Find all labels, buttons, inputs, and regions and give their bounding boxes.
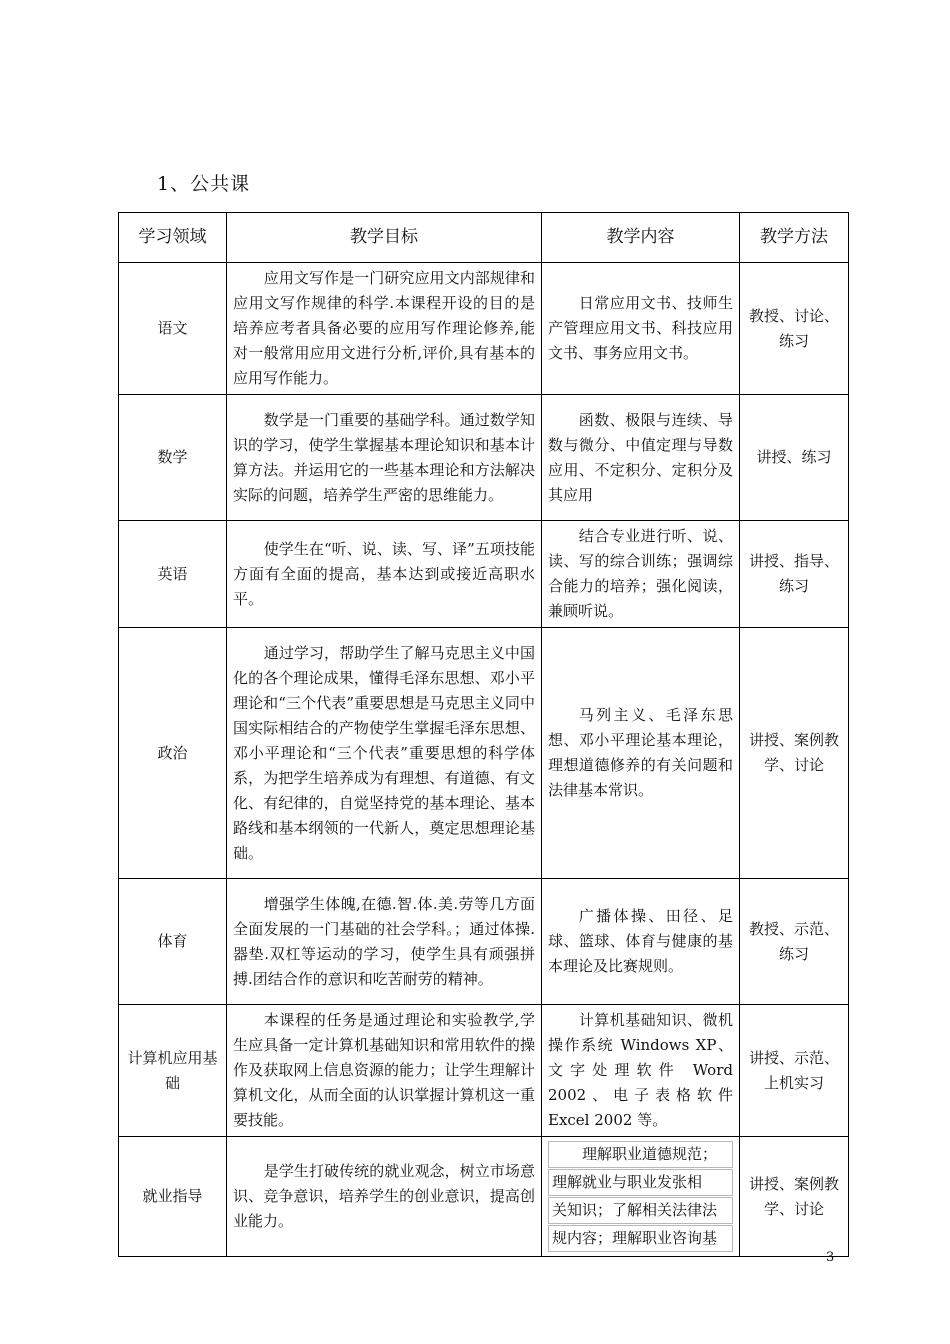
content-text: 广播体操、田径、足球、篮球、体育与健康的基本理论及比赛规则。 [548, 907, 733, 975]
header-learning-area: 学习领域 [119, 213, 227, 263]
cell-method: 讲授、示范、上机实习 [740, 1005, 849, 1137]
cell-content [542, 879, 740, 1005]
cell-method: 讲授、案例教学、讨论 [740, 628, 849, 879]
goal-text: 通过学习，帮助学生了解马克思主义中国化的各个理论成果，懂得毛泽东思想、邓小平理论和“三个代表”重要思想是马克思主义同中国实际相结合的产物使学生掌握毛泽东思想、邓小平理论和“三个代表”重要思想的科学体系，为把学生培养成为有理想、有道德、有文化、有纪律的，自觉坚持党的基本理论、基本路线和基本纲领的一代新人，奠定思想理论基础。 [233, 643, 535, 862]
content-line: 关知识；了解相关法律法 [548, 1197, 733, 1224]
cell-goal [227, 628, 542, 879]
page-number: 3 [826, 1250, 835, 1265]
goal-text: 本课程的任务是通过理论和实验教学,学生应具备一定计算机基础知识和常用软件的操作及获取网上信息资源的能力；让学生理解计算机文化，从而全面的认识掌握计算机这一重要技能。 [233, 1011, 535, 1129]
content-line: 规内容；理解职业咨询基 [548, 1225, 733, 1252]
content-text: 马列主义、毛泽东思想、邓小平理论基本理论，理想道德修养的有关问题和法律基本常识。 [548, 706, 733, 799]
goal-text: 是学生打破传统的就业观念，树立市场意识、竞争意识，培养学生的创业意识，提高创业能力。 [233, 1162, 535, 1230]
table-row [119, 1005, 849, 1137]
cell-method: 讲授、案例教学、讨论 [740, 1137, 849, 1257]
cell-area: 英语 [119, 521, 227, 628]
cell-content [542, 263, 740, 395]
cell-method: 教授、示范、练习 [740, 879, 849, 1005]
goal-text: 应用文写作是一门研究应用文内部规律和应用文写作规律的科学.本课程开设的目的是培养应考者具备必要的应用写作理论修养,能对一般常用应用文进行分析,评价,具有基本的应用写作能力。 [233, 269, 535, 387]
cell-content [542, 521, 740, 628]
table-row [119, 1137, 849, 1257]
header-teaching-goal: 教学目标 [227, 213, 542, 263]
cell-method: 讲授、指导、练习 [740, 521, 849, 628]
cell-area: 政治 [119, 628, 227, 879]
cell-content [542, 1137, 740, 1257]
table-row [119, 395, 849, 521]
cell-area: 体育 [119, 879, 227, 1005]
content-text: 函数、极限与连续、导数与微分、中值定理与导数应用、不定积分、定积分及其应用 [548, 410, 733, 504]
cell-method: 教授、讨论、练习 [740, 263, 849, 395]
goal-text: 使学生在“听、说、读、写、译”五项技能方面有全面的提高，基本达到或接近高职水平。 [233, 539, 535, 608]
cell-goal [227, 395, 542, 521]
table-row [119, 628, 849, 879]
header-teaching-method: 教学方法 [740, 213, 849, 263]
cell-goal [227, 521, 542, 628]
cell-goal [227, 263, 542, 395]
table-header-row [119, 213, 849, 263]
header-teaching-content: 教学内容 [542, 213, 740, 263]
content-boxed-lines [548, 1141, 733, 1252]
content-line: 理解就业与职业发张相 [548, 1169, 733, 1196]
cell-content [542, 628, 740, 879]
cell-area: 计算机应用基础 [119, 1005, 227, 1137]
cell-area: 数学 [119, 395, 227, 521]
cell-goal [227, 1137, 542, 1257]
cell-content [542, 1005, 740, 1137]
cell-goal [227, 879, 542, 1005]
cell-content [542, 395, 740, 521]
content-line: 理解职业道德规范； [548, 1141, 733, 1168]
content-text: 结合专业进行听、说、读、写的综合训练；强调综合能力的培养；强化阅读，兼顾听说。 [548, 527, 733, 620]
section-heading: 1、公共课 [157, 173, 251, 195]
curriculum-table [118, 212, 849, 1257]
table-row [119, 263, 849, 395]
cell-area: 语文 [119, 263, 227, 395]
goal-text: 数学是一门重要的基础学科。通过数学知识的学习，使学生掌握基本理论知识和基本计算方法。并运用它的一些基本理论和方法解决实际的问题，培养学生严密的思维能力。 [233, 410, 535, 504]
goal-text: 增强学生体魄,在德.智.体.美.劳等几方面全面发展的一门基础的社会学科。；通过体操.器垫.双杠等运动的学习，使学生具有顽强拼搏.团结合作的意识和吃苦耐劳的精神。 [233, 894, 535, 988]
cell-method: 讲授、练习 [740, 395, 849, 521]
cell-goal [227, 1005, 542, 1137]
cell-area: 就业指导 [119, 1137, 227, 1257]
table-row [119, 521, 849, 628]
content-text: 日常应用文书、技师生产管理应用文书、科技应用文书、事务应用文书。 [548, 294, 733, 362]
table-row [119, 879, 849, 1005]
content-text: 计算机基础知识、微机操作系统 Windows XP、文字处理软件 Word 2002、电子表格软件 Excel 2002 等。 [548, 1011, 733, 1129]
